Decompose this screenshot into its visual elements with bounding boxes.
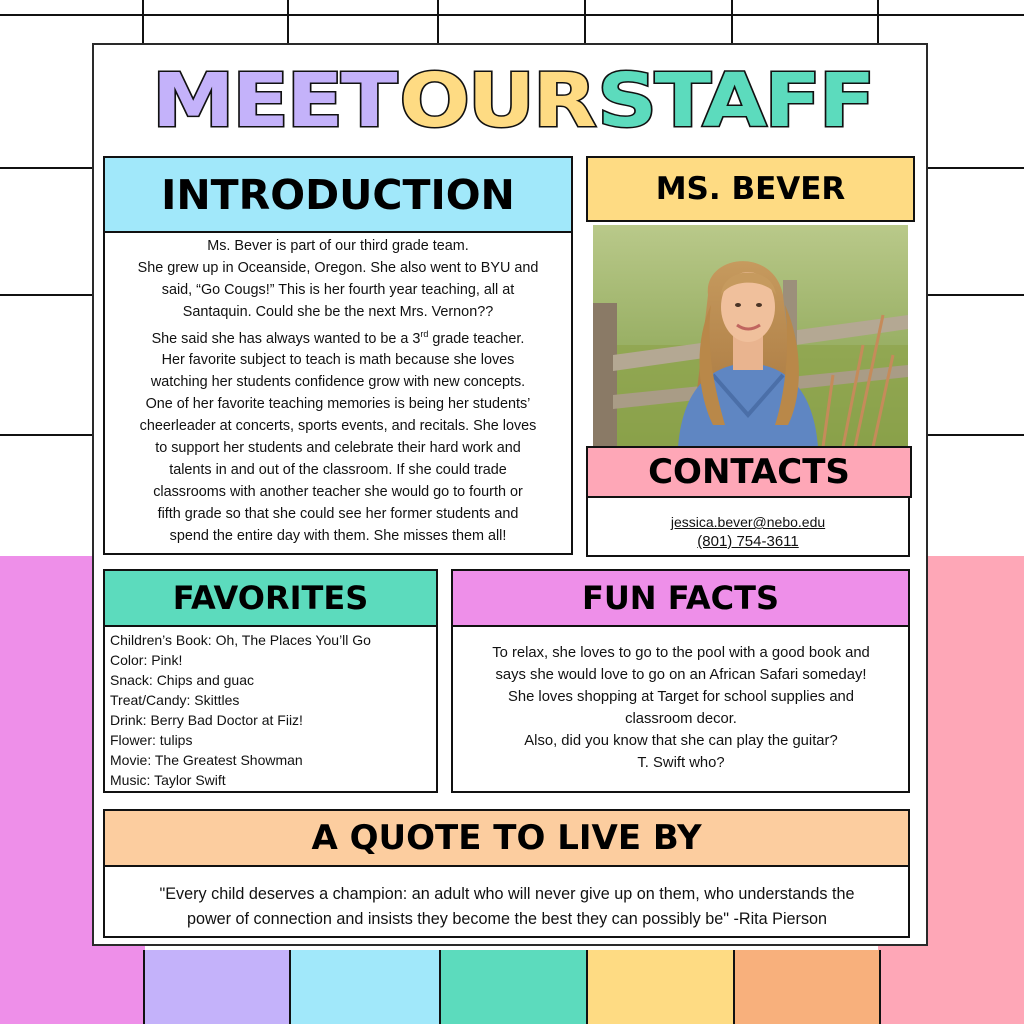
staff-photo [593, 225, 908, 447]
favorite-item: Snack: Chips and guac [110, 672, 254, 688]
fun-facts-text [456, 642, 906, 774]
intro-ordinal: rd [420, 328, 429, 339]
fun-fact-line: Also, did you know that she can play the guitar? [524, 733, 838, 749]
introduction-header-text: INTRODUCTION [161, 170, 515, 219]
intro-line: said, “Go Cougs!” This is her fourth year teaching, all at [161, 281, 515, 298]
intro-line: Santaquin. Could she be the next Mrs. Vernon?? [182, 303, 494, 320]
favorite-item: Treat/Candy: Skittles [110, 692, 240, 708]
intro-line: watching her students confidence grow with new concepts. [150, 374, 526, 391]
quote-line: power of connection and insists they become the best they can possibly be" -Rita Pierson [186, 910, 828, 928]
bottom-strip-yellow [586, 950, 733, 1024]
favorite-item: Color: Pink! [110, 652, 183, 668]
intro-line: She said she has always wanted to be a 3 [151, 330, 421, 347]
fun-fact-line: To relax, she loves to go to the pool with a good book and [492, 645, 870, 661]
favorites-header [103, 569, 438, 627]
intro-line: cheerleader at concerts, sports events, and recitals. She loves [139, 418, 537, 435]
intro-line: spend the entire day with them. She misses them all! [169, 527, 507, 544]
fun-fact-line: T. Swift who? [637, 755, 725, 771]
introduction-header [103, 156, 573, 233]
intro-line: She grew up in Oceanside, Oregon. She also went to BYU and [137, 259, 539, 276]
contacts-details [588, 513, 908, 551]
fun-fact-line: says she would love to go on an African Safari someday! [495, 667, 867, 683]
contacts-header [586, 446, 912, 498]
fun-facts-header [451, 569, 910, 627]
intro-line: Her favorite subject to teach is math because she loves [161, 352, 515, 369]
intro-line: One of her favorite teaching memories is being her students’ [145, 396, 531, 413]
quote-header-text: A QUOTE TO LIVE BY [311, 818, 702, 858]
intro-line: grade teacher. [428, 330, 525, 347]
name-header-text: MS. BEVER [655, 171, 846, 207]
fun-fact-line: She loves shopping at Target for school supplies and [507, 689, 855, 705]
favorite-item: Music: Taylor Swift [110, 772, 226, 788]
bottom-strip-purple [143, 950, 289, 1024]
quote-header [103, 809, 910, 867]
title-word-meet: MEET [152, 58, 396, 144]
email-link[interactable]: jessica.bever@nebo.edu [670, 514, 826, 530]
title-word-staff: STAFF [597, 58, 874, 144]
fun-fact-line: classroom decor. [625, 711, 737, 727]
contacts-header-text: CONTACTS [648, 452, 850, 492]
quote-text [108, 882, 906, 932]
favorite-item: Movie: The Greatest Showman [110, 752, 303, 768]
bottom-strip-orange [733, 950, 881, 1024]
favorite-item: Children’s Book: Oh, The Places You’ll Go [110, 632, 371, 648]
staff-portrait-image [593, 225, 908, 447]
bottom-strip-teal [439, 950, 586, 1024]
favorites-list [110, 630, 430, 790]
favorite-item: Flower: tulips [110, 732, 193, 748]
favorite-item: Drink: Berry Bad Doctor at Fiiz! [110, 712, 303, 728]
intro-line: classrooms with another teacher she would go to fourth or [153, 483, 523, 500]
title-word-our: OUR [399, 58, 595, 144]
intro-line: Ms. Bever is part of our third grade team. [207, 238, 469, 254]
name-header [586, 156, 915, 222]
intro-line: to support her students and celebrate their hard work and [155, 439, 521, 456]
introduction-text [106, 236, 570, 547]
intro-line: talents in and out of the classroom. If she could trade [169, 461, 507, 478]
phone-link[interactable]: (801) 754-3611 [697, 533, 799, 550]
intro-line: fifth grade so that she could see her former students and [157, 505, 519, 522]
page-title [94, 51, 930, 151]
quote-line: "Every child deserves a champion: an adult who will never give up on them, who understands the [159, 885, 855, 903]
bottom-strip-sky [289, 950, 439, 1024]
favorites-header-text: FAVORITES [172, 579, 369, 617]
fun-facts-header-text: FUN FACTS [581, 579, 780, 617]
